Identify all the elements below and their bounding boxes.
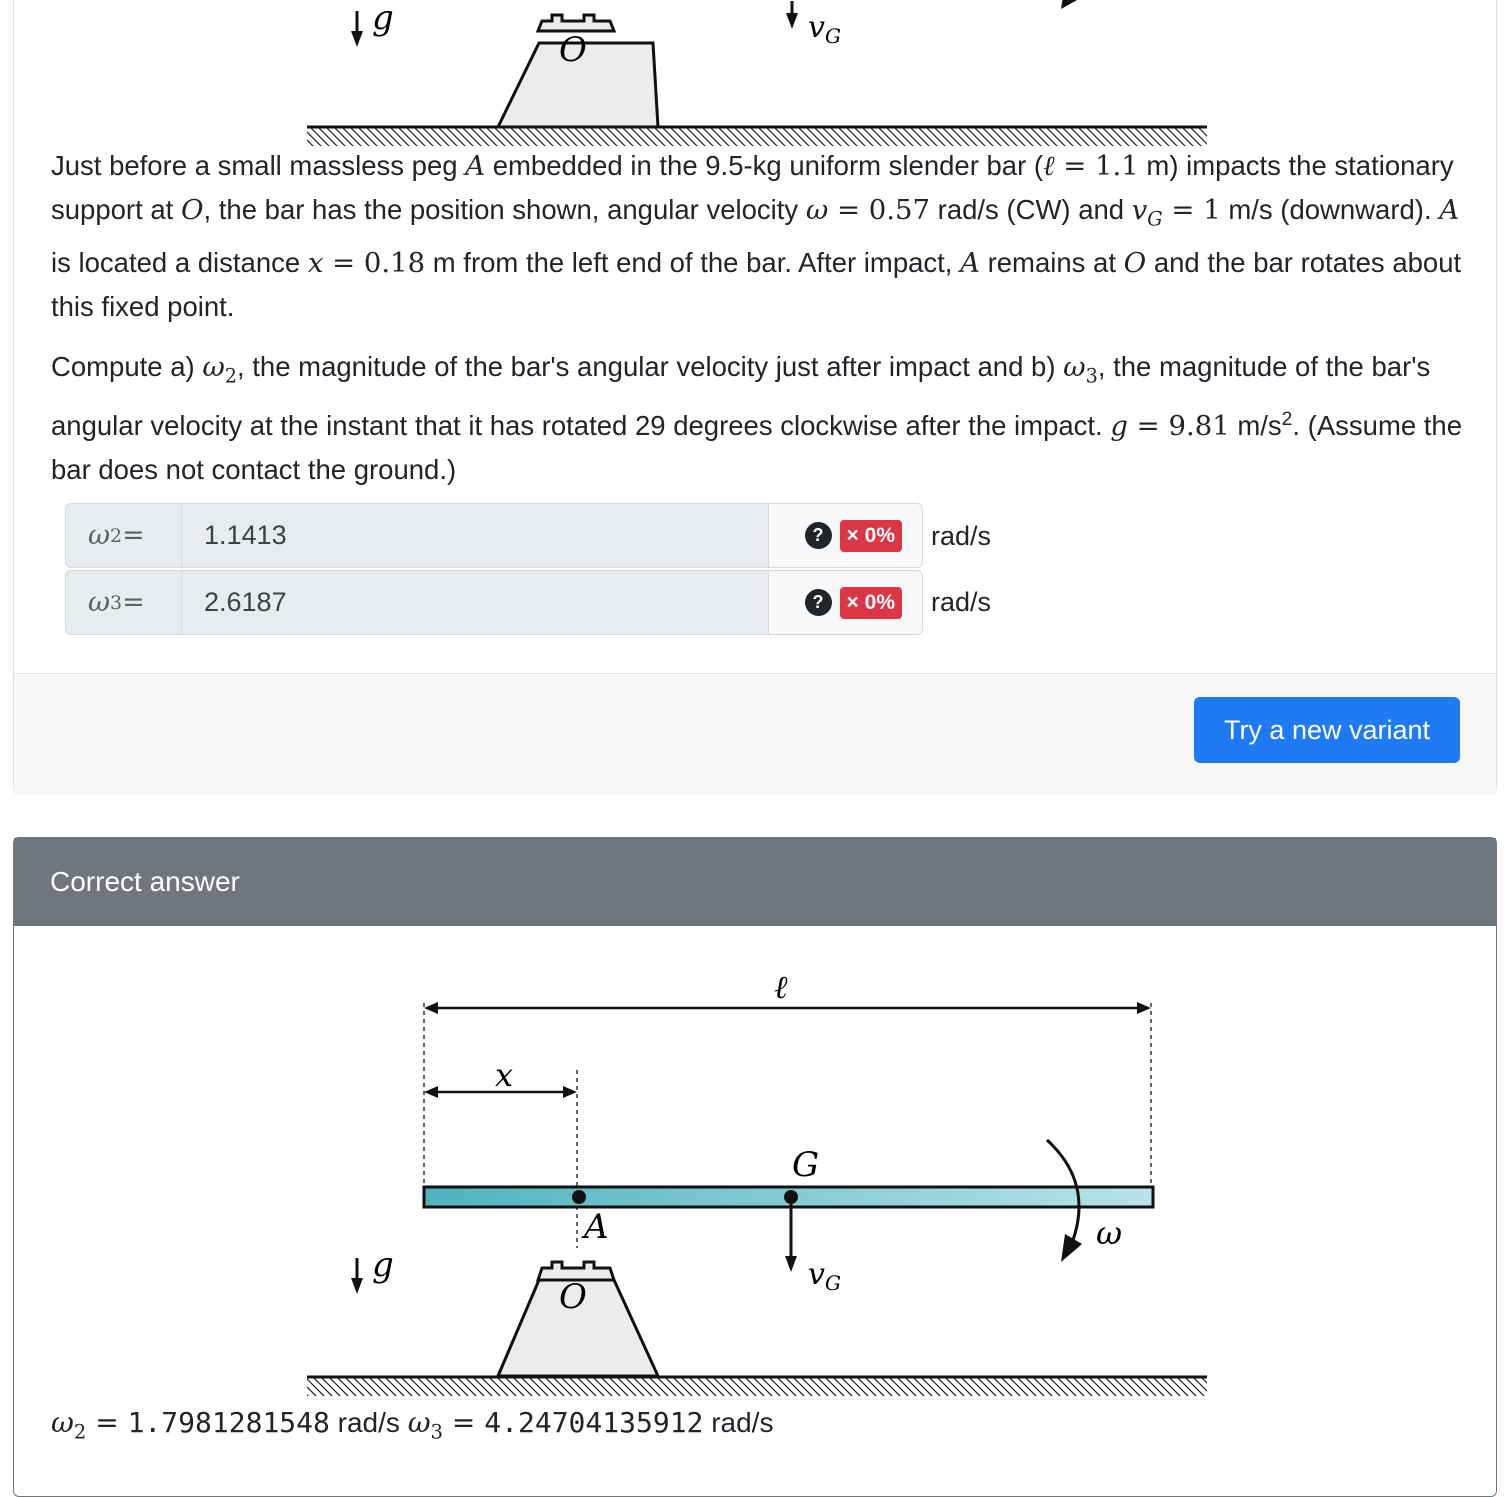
gravity-arrowhead bbox=[351, 1278, 363, 1294]
support-label-o: O bbox=[559, 30, 587, 70]
omega-arrowhead bbox=[1061, 1234, 1082, 1262]
length-label: ℓ bbox=[774, 968, 788, 1006]
question-card-footer bbox=[14, 673, 1496, 795]
omega3-unit: rad/s bbox=[931, 587, 992, 617]
omega3-input-group bbox=[65, 570, 923, 635]
velocity-label: $v_G$ bbox=[808, 1257, 841, 1295]
problem-question: Compute a) $\omega_2$, the magnitude of the bar's angular velocity just after impact and b) $\omega_3$, the magnitude of the bar's angular velocity at the instant that it has rotated 29 degrees clockwise after the impact. g = 9.81 $m/s^2$. (Assume the bar does not contact the ground.) bbox=[51, 351, 1463, 485]
velocity-label: $v_G$ bbox=[808, 10, 841, 48]
length-arrow-right bbox=[1137, 1002, 1151, 1014]
omega3-label: ω 3 = bbox=[66, 571, 182, 634]
x-arrow-left bbox=[424, 1086, 438, 1098]
help-icon[interactable]: ? bbox=[805, 589, 832, 616]
omega2-input[interactable]: 1.1413 bbox=[204, 520, 287, 550]
gravity-label: g bbox=[372, 1245, 394, 1285]
velocity-arrowhead bbox=[786, 13, 798, 29]
support-label-o: O bbox=[559, 1277, 587, 1317]
omega3-status bbox=[768, 571, 922, 634]
omega2-label: ω 2 = bbox=[66, 504, 182, 567]
answer-card bbox=[13, 837, 1497, 1497]
question-card bbox=[13, 0, 1497, 794]
question-diagram bbox=[14, 0, 1498, 151]
x-label: x bbox=[495, 1056, 514, 1094]
ground-hatch bbox=[307, 1377, 1207, 1396]
score-badge: × 0% bbox=[840, 520, 902, 552]
help-icon[interactable]: ? bbox=[805, 522, 832, 549]
length-arrow-left bbox=[424, 1002, 438, 1014]
new-variant-button[interactable]: Try a new variant bbox=[1194, 697, 1460, 763]
peg-a bbox=[572, 1190, 586, 1204]
velocity-arrowhead bbox=[785, 1256, 797, 1272]
correct-answer-values: $\omega_2 = 1.7981281548$ rad/s $\omega_3 = 4.24704135912$ rad/s bbox=[51, 1406, 774, 1444]
omega3-input[interactable]: 2.6187 bbox=[204, 587, 287, 617]
answer-header: Correct answer bbox=[14, 838, 1496, 926]
omega2-unit: rad/s bbox=[931, 521, 992, 551]
omega2-status bbox=[768, 504, 922, 567]
omega2-input-group bbox=[65, 503, 923, 568]
x-arrow-right bbox=[563, 1086, 577, 1098]
center-g bbox=[784, 1190, 798, 1204]
a-point-label: A bbox=[584, 1207, 609, 1247]
problem-statement: Just before a small massless peg A embedded in the 9.5-kg uniform slender bar (ℓ = 1.1 m) impacts the stationary support at O, the bar has the position shown, angular velocity ω = 0.57 rad/s (CW) and $v_G = 1$ m/s (downward). A is located a distance x = 0.18 m from the left end of the bar. After impact, A remains at O and the bar rotates about this fixed point. bbox=[51, 150, 1462, 322]
omega-arrowhead bbox=[1061, 0, 1086, 9]
score-badge: × 0% bbox=[840, 587, 902, 619]
omega-label: ω bbox=[1096, 1214, 1123, 1252]
gravity-label: g bbox=[372, 0, 394, 38]
gravity-arrowhead bbox=[351, 31, 363, 47]
support-top bbox=[538, 15, 614, 31]
answer-diagram bbox=[14, 838, 1498, 1418]
g-point-label: G bbox=[792, 1145, 820, 1185]
